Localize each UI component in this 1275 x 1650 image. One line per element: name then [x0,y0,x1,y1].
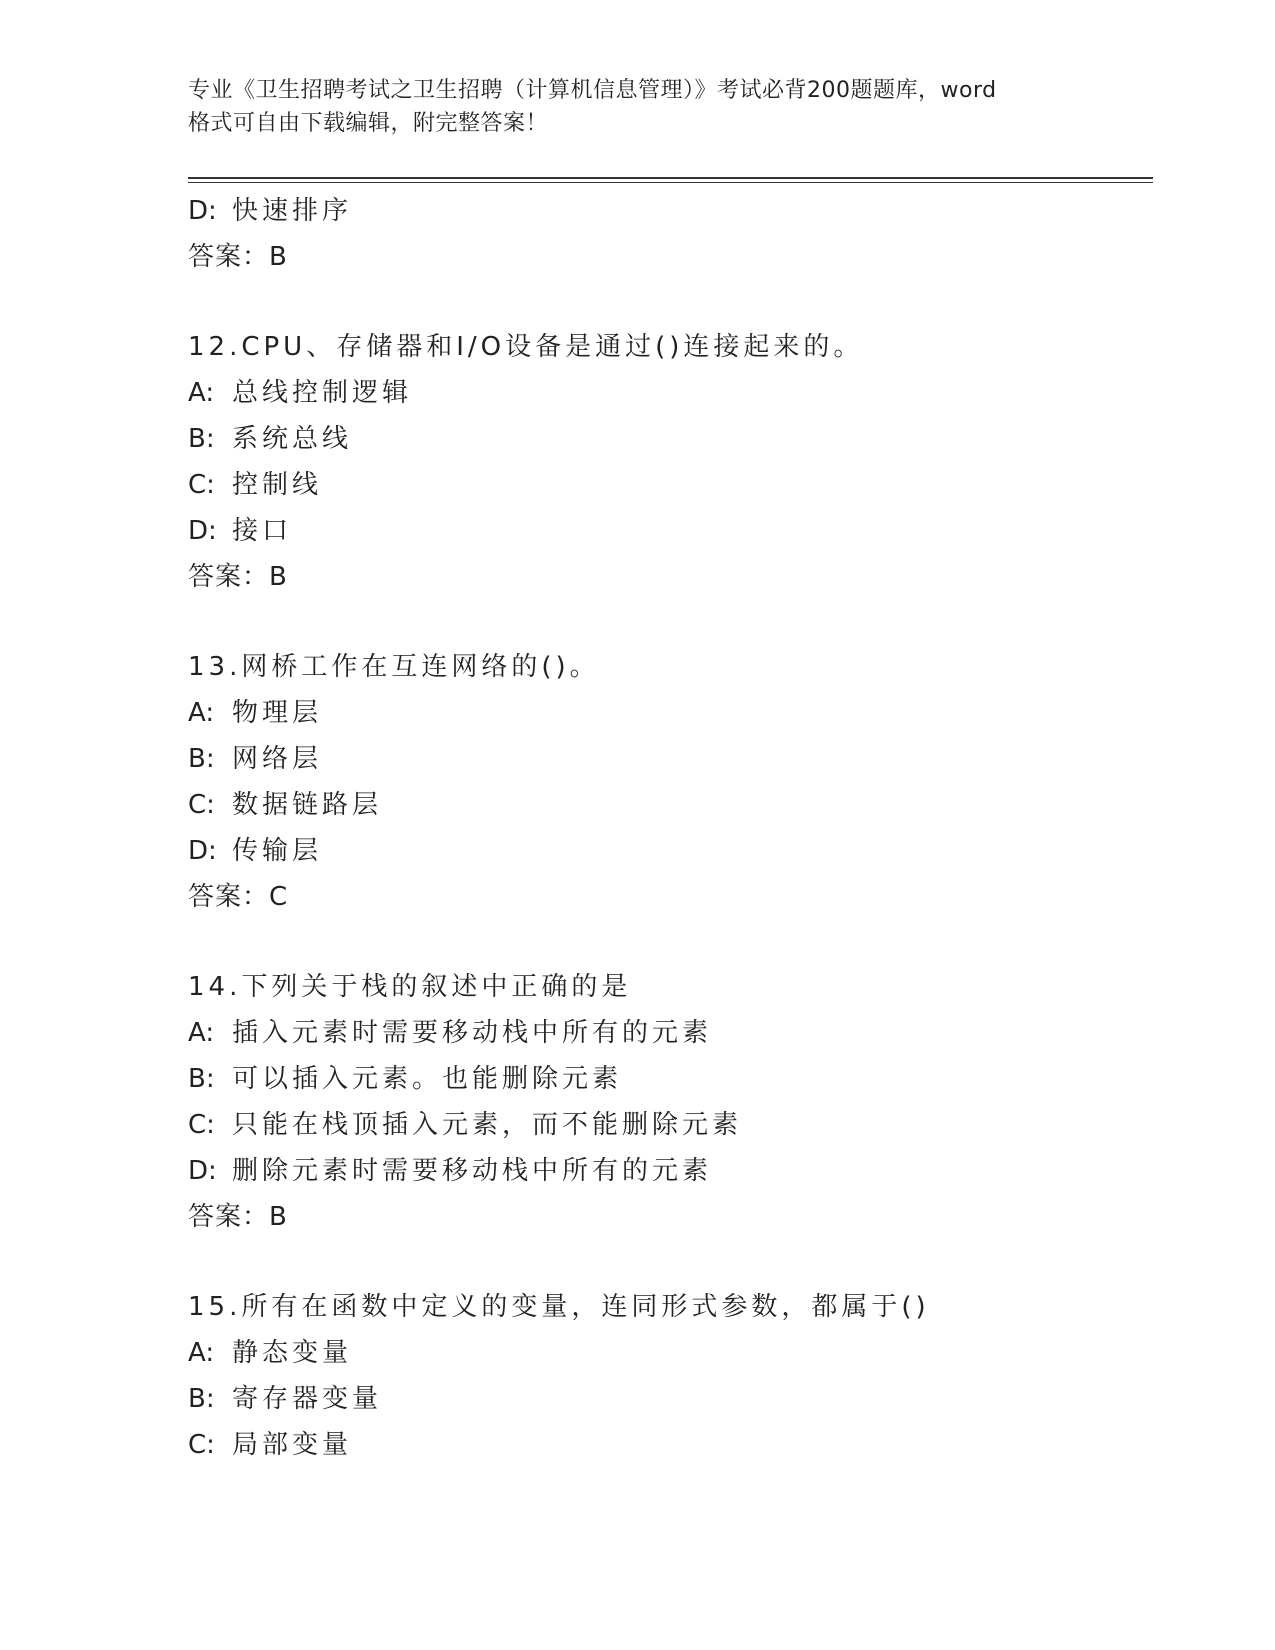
question-stem: 12.CPU、存储器和I/O设备是通过()连接起来的。 [188,332,864,362]
option-label: B: [188,1064,215,1094]
option-a [188,1010,1148,1056]
option-text: 总线控制逻辑 [232,378,413,408]
spacer [188,1240,1148,1284]
option-text: 接口 [232,516,293,546]
option-label: A: [188,378,215,408]
header-line-2: 格式可自由下载编辑，附完整答案！ [188,111,549,136]
question-stem: 13.网桥工作在互连网络的()。 [188,652,600,682]
option-d [188,188,1148,234]
option-d [188,828,1148,874]
spacer [188,920,1148,964]
option-text: 数据链路层 [232,790,383,820]
option-text: 系统总线 [232,424,353,454]
option-label: A: [188,698,215,728]
option-text: 可以插入元素。也能删除元素 [232,1064,623,1094]
option-label: D: [188,836,217,866]
option-label: D: [188,196,217,226]
option-a [188,1330,1148,1376]
option-label: C: [188,1110,215,1140]
answer-line: 答案：B [188,1202,288,1232]
option-a [188,370,1148,416]
option-label: B: [188,1384,215,1414]
option-label: B: [188,424,215,454]
option-b [188,416,1148,462]
option-text: 局部变量 [232,1430,353,1460]
option-c [188,462,1148,508]
option-text: 寄存器变量 [232,1384,383,1414]
option-c [188,782,1148,828]
option-b [188,736,1148,782]
header-divider-thin [188,182,1153,183]
option-b [188,1056,1148,1102]
question-list [188,188,1148,1468]
option-text: 删除元素时需要移动栈中所有的元素 [232,1156,713,1186]
option-label: C: [188,1430,215,1460]
option-label: A: [188,1338,215,1368]
question-stem: 14.下列关于栈的叙述中正确的是 [188,972,632,1002]
spacer [188,600,1148,644]
option-text: 静态变量 [232,1338,353,1368]
option-d [188,508,1148,554]
answer-line: 答案：B [188,242,288,272]
option-text: 快速排序 [232,196,353,226]
option-text: 传输层 [232,836,323,866]
option-label: C: [188,470,215,500]
option-text: 控制线 [232,470,323,500]
option-b [188,1376,1148,1422]
option-label: B: [188,744,215,774]
option-text: 插入元素时需要移动栈中所有的元素 [232,1018,713,1048]
option-text: 只能在栈顶插入元素，而不能删除元素 [232,1110,743,1140]
question-stem: 15.所有在函数中定义的变量，连同形式参数，都属于() [188,1292,930,1322]
option-label: D: [188,516,217,546]
option-label: A: [188,1018,215,1048]
option-text: 网络层 [232,744,323,774]
option-a [188,690,1148,736]
header-line-1: 专业《卫生招聘考试之卫生招聘（计算机信息管理）》考试必背200题题库，word [188,78,997,103]
spacer [188,280,1148,324]
option-label: C: [188,790,215,820]
answer-line: 答案：B [188,562,288,592]
answer-line: 答案：C [188,882,289,912]
option-c [188,1422,1148,1468]
option-d [188,1148,1148,1194]
header-divider-thick [188,177,1153,179]
document-header [188,74,1088,140]
option-label: D: [188,1156,217,1186]
option-text: 物理层 [232,698,323,728]
option-c [188,1102,1148,1148]
